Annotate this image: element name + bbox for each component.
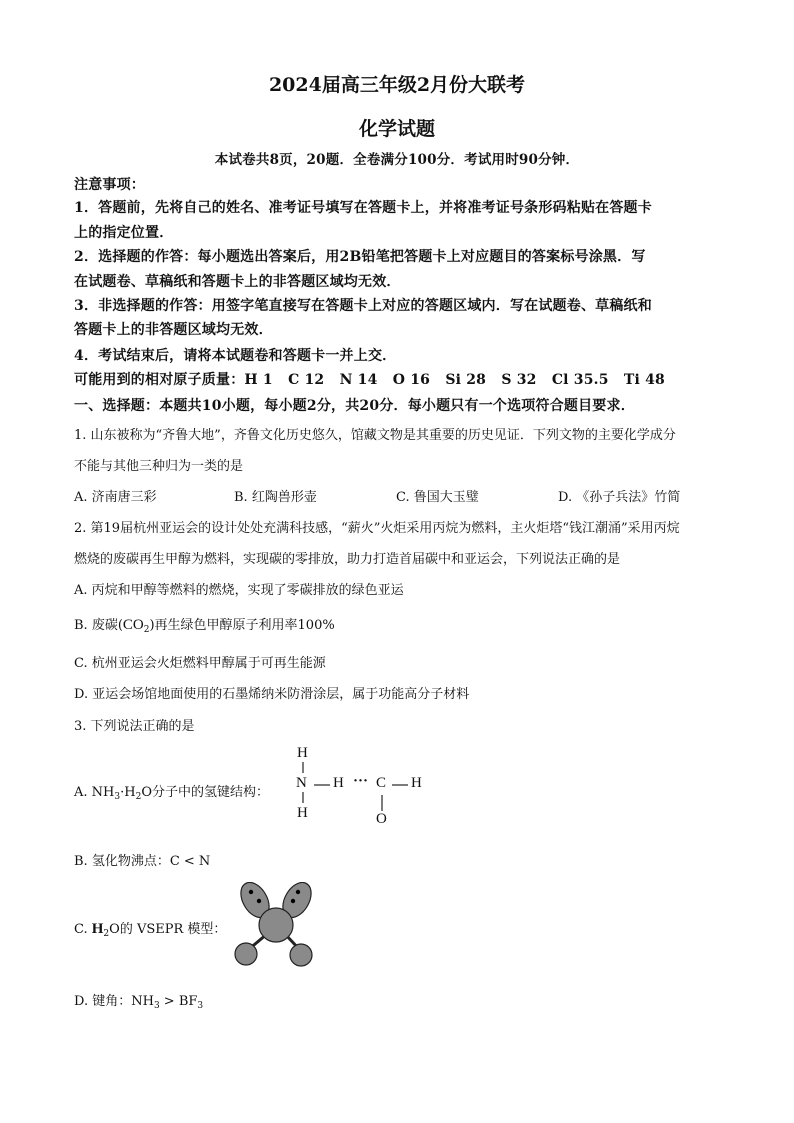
exam-intro: 本试卷共8页，20题．全卷满分100分．考试用时90分钟． [214, 152, 580, 168]
exam-subtitle: 化学试题 [358, 118, 435, 140]
q3-option-c: C. $H_2O$的 VSEPR 模型： [74, 921, 227, 939]
notes-heading: 注意事项： [74, 177, 145, 193]
q2-option-c: C. 杭州亚运会火炬燃料甲醇属于可再生能源 [74, 656, 326, 671]
q1-stem-line-1: 1. 山东被称为“齐鲁大地”，齐鲁文化历史悠久，馆藏文物是其重要的历史见证．下列文物的主要化学成分 [74, 428, 676, 443]
q1-option-a: A. 济南唐三彩 [74, 490, 157, 505]
vsepr-model-image [234, 882, 318, 970]
atom-h-middle: H [333, 775, 344, 791]
q1-option-c: C. 鲁国大玉璧 [396, 490, 479, 505]
q2-option-d: D. 亚运会场馆地面使用的石墨烯纳米防滑涂层，属于功能高分子材料 [74, 687, 470, 702]
section-1-heading: 一、选择题：本题共10小题，每小题2分，共20分．每小题只有一个选项符合题目要求． [74, 398, 635, 414]
exam-title: 2024届高三年级2月份大联考 [268, 74, 526, 96]
q2-option-b: B. 废碳$(CO_2)$再生绿色甲醇原子利用率100% [74, 617, 335, 635]
note-1-line-2: 上的指定位置． [74, 225, 174, 241]
q2-option-a: A. 丙烷和甲醇等燃料的燃烧，实现了零碳排放的绿色亚运 [74, 583, 404, 598]
atomic-masses: 可能用到的相对原子质量：H 1 C 12 N 14 O 16 Si 28 S 32 Cl 35.5 Ti 48 [74, 372, 665, 388]
note-3-line-2: 答题卡上的非答题区域均无效． [74, 322, 273, 338]
atom-o: O [376, 811, 387, 827]
q2-stem-line-2: 燃烧的废碳再生甲醇为燃料，实现碳的零排放，助力打造首届碳中和亚运会，下列说法正确的是 [74, 552, 621, 567]
q3-option-d: D. 键角：$NH_3 > BF_3$ [74, 994, 204, 1011]
atom-n: N [296, 775, 307, 791]
note-4: 4．考试结束后，请将本试题卷和答题卡一并上交． [74, 348, 397, 364]
q1-option-d: D. 《孙子兵法》竹简 [558, 490, 681, 505]
note-1-line-1: 1．答题前，先将自己的姓名、准考证号填写在答题卡上，并将准考证号条形码粘贴在答题卡 [74, 200, 652, 216]
q1-stem-line-2: 不能与其他三种归为一类的是 [74, 459, 244, 474]
hydrogen-atom-left [235, 943, 257, 965]
hydrogen-atom-right [290, 944, 312, 966]
note-2-line-1: 2．选择题的作答：每小题选出答案后，用2B铅笔把答题卡上对应题目的答案标号涂黑．写 [74, 249, 646, 265]
oxygen-atom [259, 908, 293, 942]
q3-stem: 3. 下列说法正确的是 [74, 719, 195, 734]
hydrogen-bond-diagram [290, 745, 440, 830]
atom-h-right: H [411, 775, 422, 791]
note-2-line-2: 在试题卷、草稿纸和答题卡上的非答题区域均无效． [74, 274, 401, 290]
q1-option-b: B. 红陶兽形壶 [234, 490, 317, 505]
note-3-line-1: 3．非选择题的作答：用签字笔直接写在答题卡上对应的答题区域内．写在试题卷、草稿纸和 [74, 298, 652, 314]
atom-h-top: H [297, 745, 308, 761]
atom-h-bottom: H [297, 805, 308, 821]
hydrogen-bond-dots: ··· [353, 773, 369, 789]
q3-option-a: A. $NH_3\cdot H_2O$分子中的氢键结构： [74, 785, 269, 802]
atom-c: C [376, 775, 387, 791]
q3-option-b: B. 氢化物沸点：C < N [74, 854, 211, 869]
q2-stem-line-1: 2. 第19届杭州亚运会的设计处处充满科技感，“薪火”火炬采用丙烷为燃料，主火炬塔“钱江潮涌”采用丙烷 [74, 521, 680, 536]
